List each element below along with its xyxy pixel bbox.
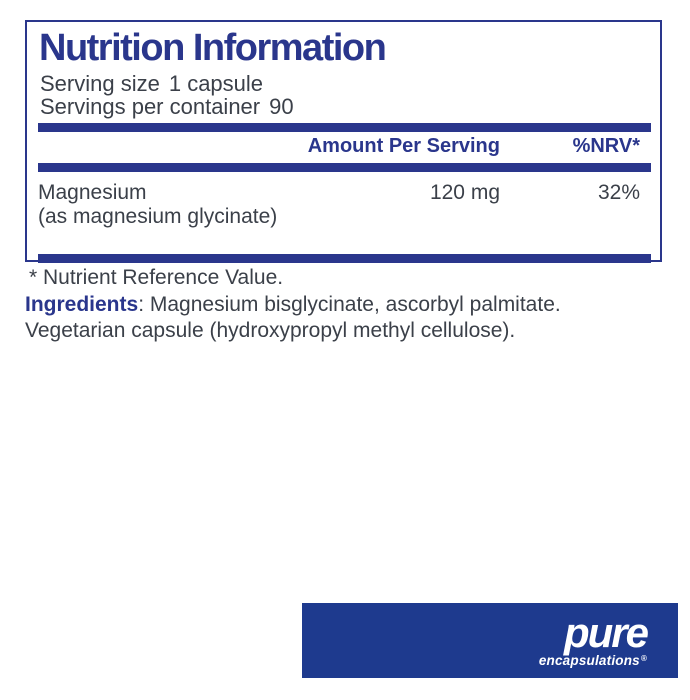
serving-size-label: Serving size [40, 71, 160, 97]
servings-per-container-value: 90 [269, 94, 294, 120]
logo-subtext [539, 653, 647, 668]
nutrient-amount: 120 mg [429, 181, 500, 205]
registered-trademark-icon: ® [640, 653, 647, 663]
ingredients-paragraph [25, 292, 665, 344]
logo-wordmark: pure [563, 609, 647, 657]
servings-per-container-line [40, 95, 651, 118]
header-amount-per-serving: Amount Per Serving [307, 135, 500, 158]
divider-bar-top [38, 123, 651, 132]
ingredients-line2: Vegetarian capsule (hydroxypropyl methyl cellulose). [25, 319, 516, 342]
serving-size-line [40, 72, 651, 95]
table-row [38, 172, 651, 254]
divider-bar-bottom [38, 254, 651, 263]
logo-subtext-label: encapsulations [538, 652, 640, 668]
ingredients-line1: : Magnesium bisglycinate, ascorbyl palmitate. [138, 293, 561, 316]
header-nrv: %NRV* [572, 135, 640, 158]
ingredients-label: Ingredients [25, 293, 139, 316]
brand-logo [302, 603, 678, 678]
nutrient-name: Magnesium [38, 181, 147, 205]
nutrient-detail: (as magnesium glycinate) [38, 205, 278, 229]
nutrition-facts-panel [25, 20, 662, 262]
nrv-footnote: * Nutrient Reference Value. [29, 266, 284, 289]
table-header-row [38, 132, 651, 163]
serving-size-value: 1 capsule [168, 71, 264, 97]
servings-per-container-label: Servings per container [40, 94, 261, 120]
divider-bar-middle [38, 163, 651, 172]
nutrient-nrv: 32% [597, 181, 640, 205]
panel-title: Nutrition Information [39, 27, 386, 69]
